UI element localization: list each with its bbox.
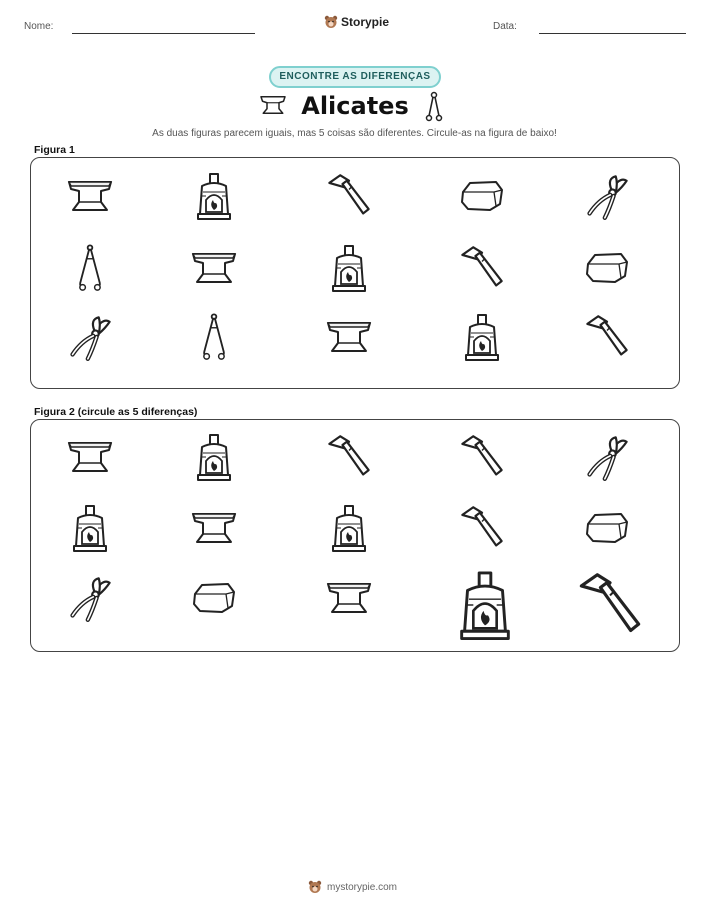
- footer-url: mystorypie.com: [327, 881, 398, 893]
- anvil-icon[interactable]: [325, 574, 373, 622]
- hammer-icon[interactable]: [458, 433, 506, 481]
- pliers-icon: [66, 313, 114, 361]
- furnace-icon[interactable]: [450, 570, 520, 640]
- title-anvil-icon: [258, 92, 288, 123]
- hammer-icon[interactable]: [458, 504, 506, 552]
- tongs-icon: [66, 244, 114, 292]
- hammer-icon: [325, 172, 373, 220]
- hammer-icon: [458, 244, 506, 292]
- furnace-icon[interactable]: [325, 504, 373, 552]
- anvil-icon: [66, 172, 114, 220]
- hammer-icon: [583, 313, 631, 361]
- anvil-icon[interactable]: [66, 433, 114, 481]
- furnace-icon: [458, 313, 506, 361]
- figure2-label: Figura 2 (circule as 5 diferenças): [34, 406, 198, 418]
- furnace-icon[interactable]: [66, 504, 114, 552]
- name-line[interactable]: [72, 33, 255, 34]
- furnace-icon: [190, 172, 238, 220]
- date-label: Data:: [493, 21, 517, 32]
- furnace-icon: [325, 244, 373, 292]
- stone-icon: [458, 172, 506, 220]
- logo-text: Storypie: [341, 15, 390, 29]
- title-pliers-icon: [424, 90, 444, 127]
- bear-logo-icon: [308, 880, 322, 894]
- anvil-icon[interactable]: [190, 504, 238, 552]
- figure1-label: Figura 1: [34, 144, 75, 156]
- anvil-icon: [190, 244, 238, 292]
- activity-badge: ENCONTRE AS DIFERENÇAS: [269, 66, 441, 88]
- bear-logo-icon: [324, 15, 338, 29]
- storypie-logo: [324, 15, 389, 29]
- stone-icon[interactable]: [190, 574, 238, 622]
- pliers-icon[interactable]: [583, 433, 631, 481]
- furnace-icon[interactable]: [190, 433, 238, 481]
- anvil-icon: [325, 313, 373, 361]
- date-line[interactable]: [539, 33, 686, 34]
- name-label: Nome:: [24, 21, 54, 32]
- footer: [308, 880, 397, 894]
- stone-icon[interactable]: [583, 504, 631, 552]
- instructions: As duas figuras parecem iguais, mas 5 coisas são diferentes. Circule-as na figura de baixo!: [152, 128, 557, 139]
- pliers-icon: [583, 172, 631, 220]
- tongs-icon: [190, 313, 238, 361]
- page-title: Alicates: [301, 92, 409, 120]
- hammer-icon[interactable]: [575, 570, 645, 640]
- pliers-icon[interactable]: [66, 574, 114, 622]
- stone-icon: [583, 244, 631, 292]
- hammer-icon[interactable]: [325, 433, 373, 481]
